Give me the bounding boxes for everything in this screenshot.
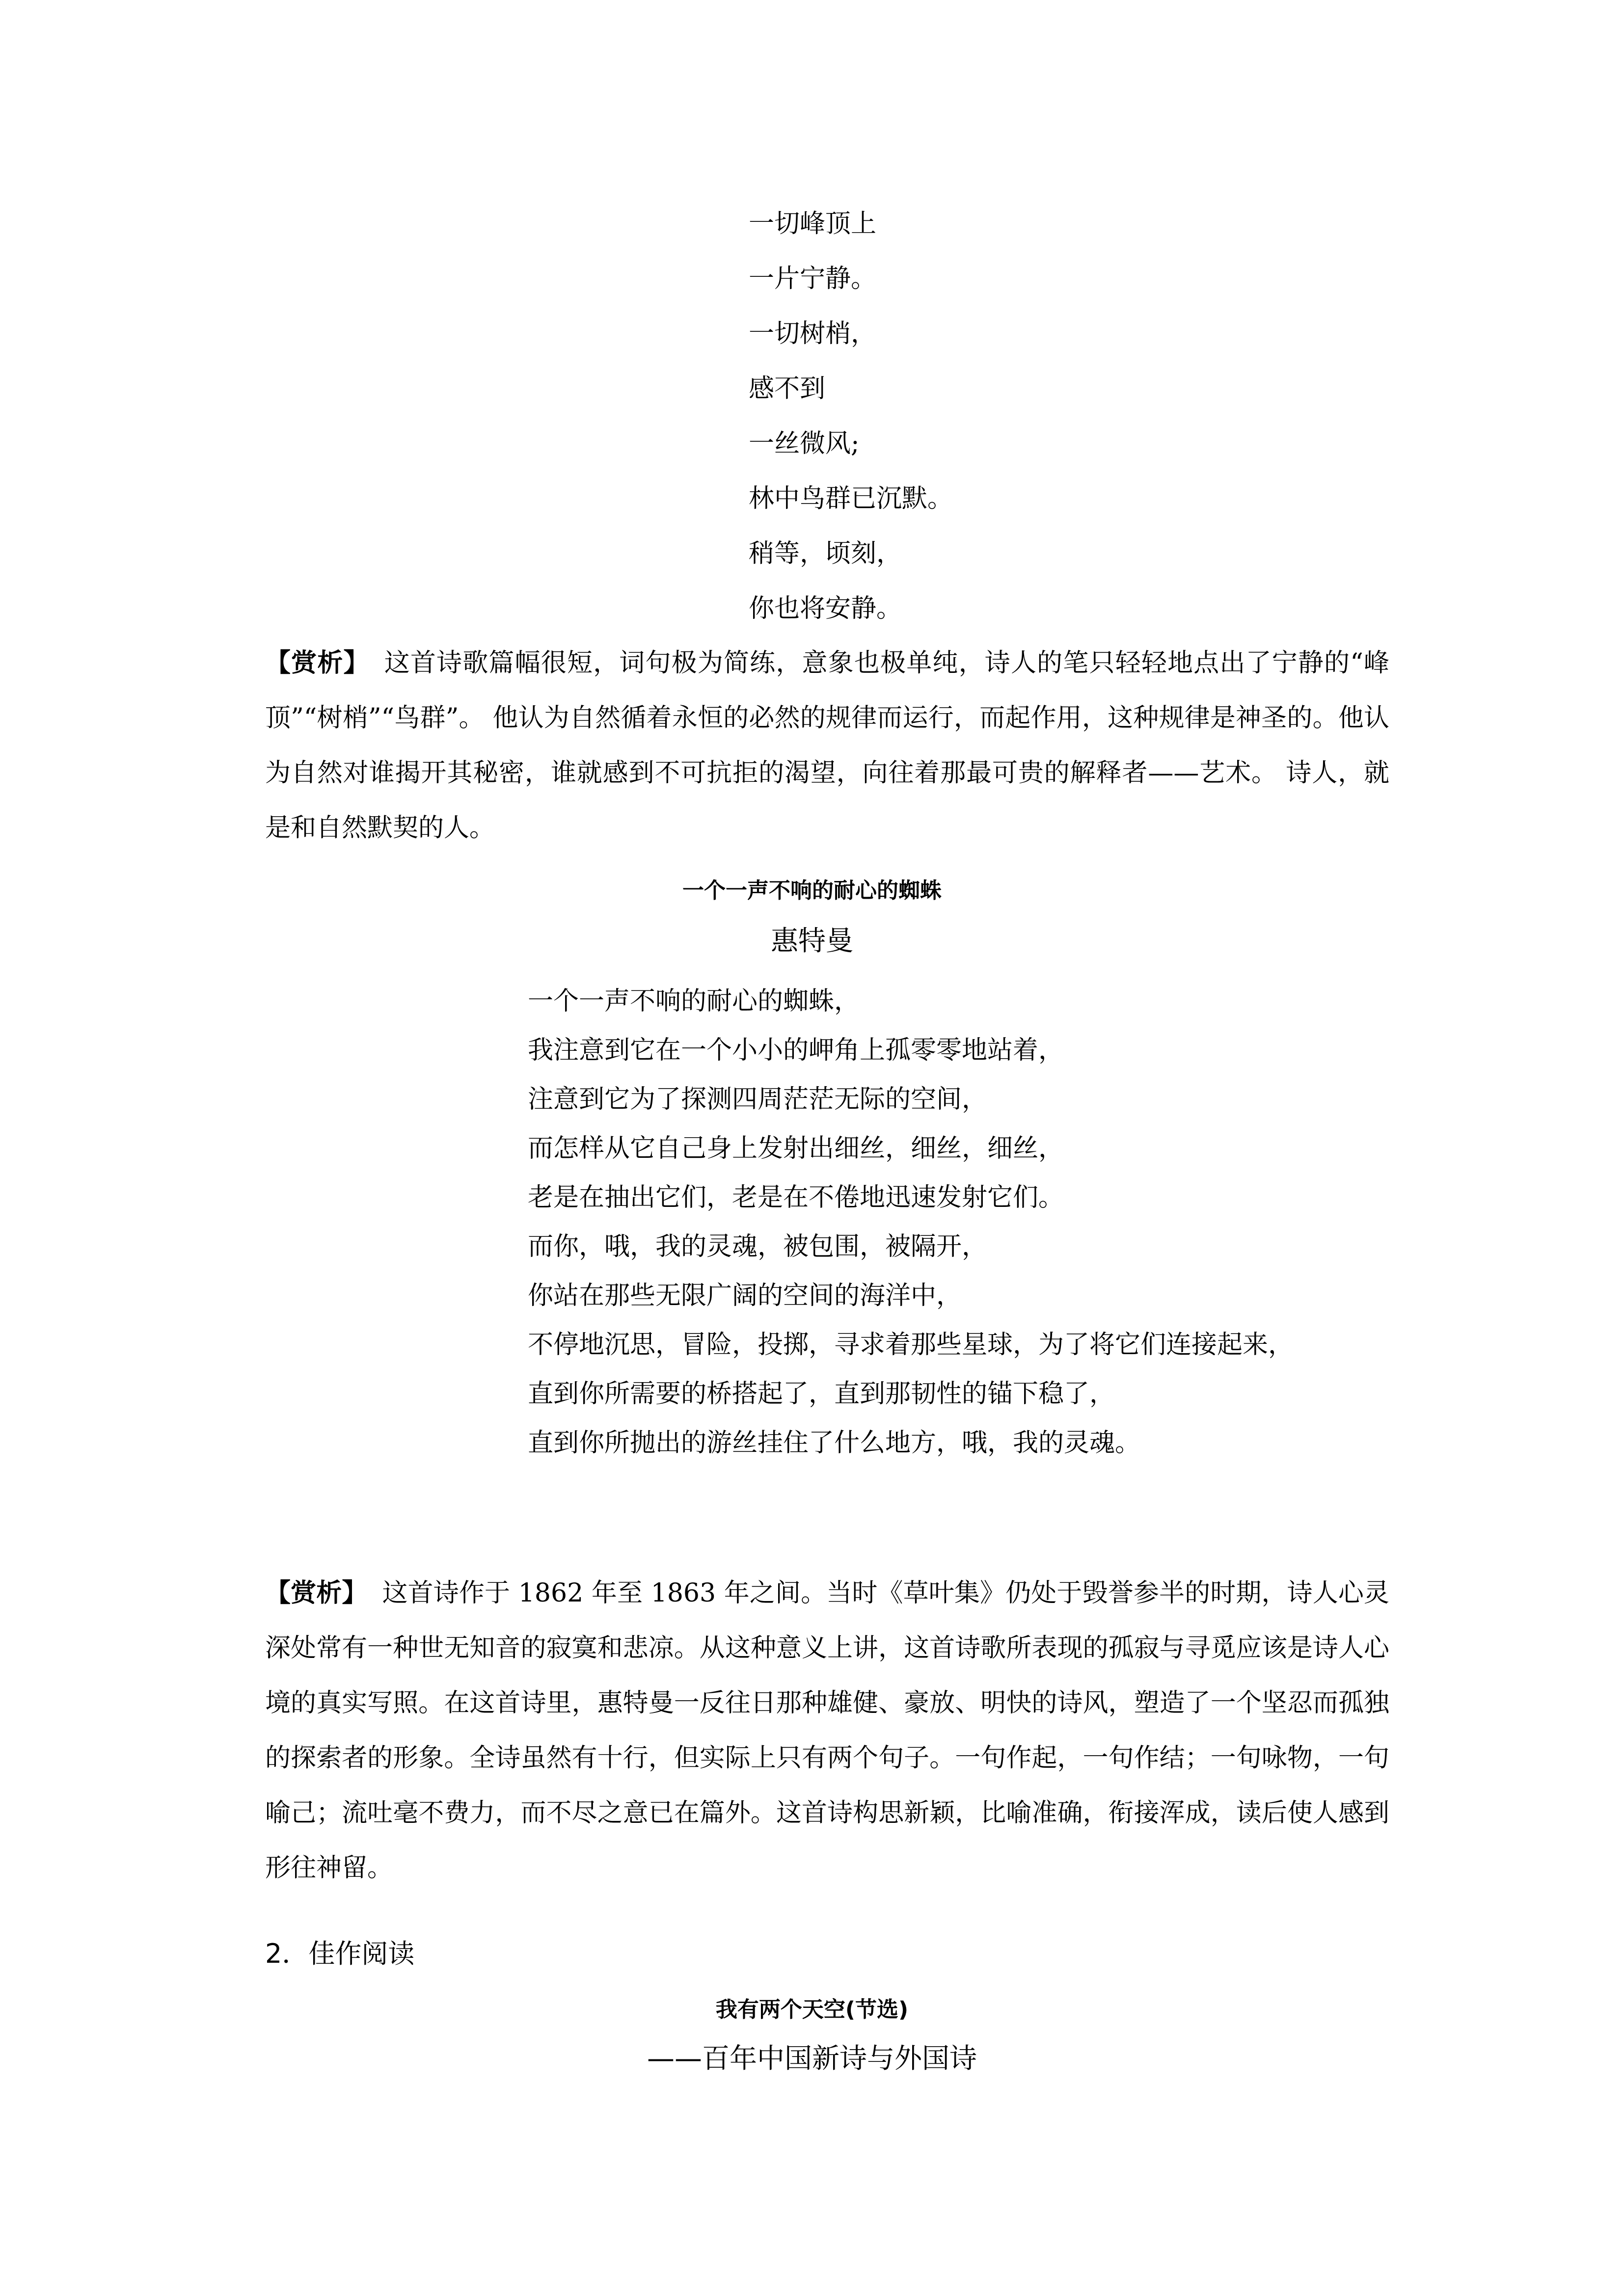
poem-2-line: 注意到它为了探测四周茫茫无际的空间，: [528, 1085, 988, 1114]
poem-1-line: 林中鸟群已沉默。: [749, 484, 953, 513]
poem-1-line: 一切峰顶上: [749, 209, 877, 239]
poem-1-line: 你也将安静。: [749, 594, 902, 623]
poem-2-line: 直到你所需要的桥搭起了，直到那韧性的锚下稳了，: [528, 1379, 1115, 1409]
analysis-2-text: 这首诗作于 1862 年至 1863 年之间。当时《草叶集》仍处于毁誉参半的时期，诗人心灵深处常有一种世无知音的寂寞和悲凉。从这种意义上讲，这首诗歌所表现的孤寂与寻觅应该是诗人心境的真实写照。在这首诗里，惠特曼一反往日那种雄健、豪放、明快的诗风，塑造了一个坚忍而孤独的探索者的形象。全诗虽然有十行，但实际上只有两个句子。一句作起，一句作结；一句咏物，一句喻己；流吐毫不费力，而不尽之意已在篇外。这首诗构思新颖，比喻准确，衔接浑成，读后使人感到形往神留。: [265, 1578, 1389, 1883]
section-2-title: 我有两个天空(节选): [715, 1997, 909, 2022]
section-2-subtitle: ——百年中国新诗与外国诗: [647, 2043, 977, 2075]
poem-1-line: 感不到: [749, 374, 826, 403]
poem-2-line: 不停地沉思，冒险，投掷，寻求着那些星球，为了将它们连接起来，: [528, 1330, 1294, 1360]
analysis-2: [265, 1566, 1389, 1896]
poem-2-line: 而你，哦，我的灵魂，被包围，被隔开，: [528, 1232, 988, 1261]
analysis-1-text: 这首诗歌篇幅很短，词句极为简练，意象也极单纯，诗人的笔只轻轻地点出了宁静的“峰顶”“树梢”“鸟群”。 他认为自然循着永恒的必然的规律而运行，而起作用，这种规律是神圣的。他认为自然对谁揭开其秘密，谁就感到不可抗拒的渴望，向往着那最可贵的解释者——艺术。 诗人，就是和自然默契的人。: [265, 648, 1389, 843]
analysis-1: [265, 636, 1389, 855]
poem-2-line: 直到你所抛出的游丝挂住了什么地方，哦，我的灵魂。: [528, 1428, 1141, 1458]
poem-2-line: 你站在那些无限广阔的空间的海洋中，: [528, 1281, 962, 1310]
poem-2-line: 一个一声不响的耐心的蜘蛛，: [528, 987, 860, 1016]
poem-1: [749, 196, 953, 636]
poem-2-author: 惠特曼: [771, 925, 853, 957]
poem-1-line: 稍等，顷刻，: [749, 539, 902, 568]
poem-1-line: 一丝微风;: [749, 429, 860, 458]
analysis-1-label: 【赏析】: [265, 648, 370, 678]
poem-2-line: 而怎样从它自己身上发射出细丝，细丝，细丝，: [528, 1134, 1064, 1163]
section-2-heading: 2．佳作阅读: [265, 1938, 415, 1969]
poem-2-line: 老是在抽出它们，老是在不倦地迅速发射它们。: [528, 1183, 1064, 1212]
poem-1-line: 一切树梢，: [749, 319, 877, 348]
poem-2: [528, 977, 1294, 1468]
poem-1-line: 一片宁静。: [749, 264, 877, 294]
analysis-2-label: 【赏析】: [265, 1578, 368, 1608]
poem-2-title: 一个一声不响的耐心的蜘蛛: [682, 878, 942, 903]
poem-2-line: 我注意到它在一个小小的岬角上孤零零地站着，: [528, 1036, 1064, 1065]
